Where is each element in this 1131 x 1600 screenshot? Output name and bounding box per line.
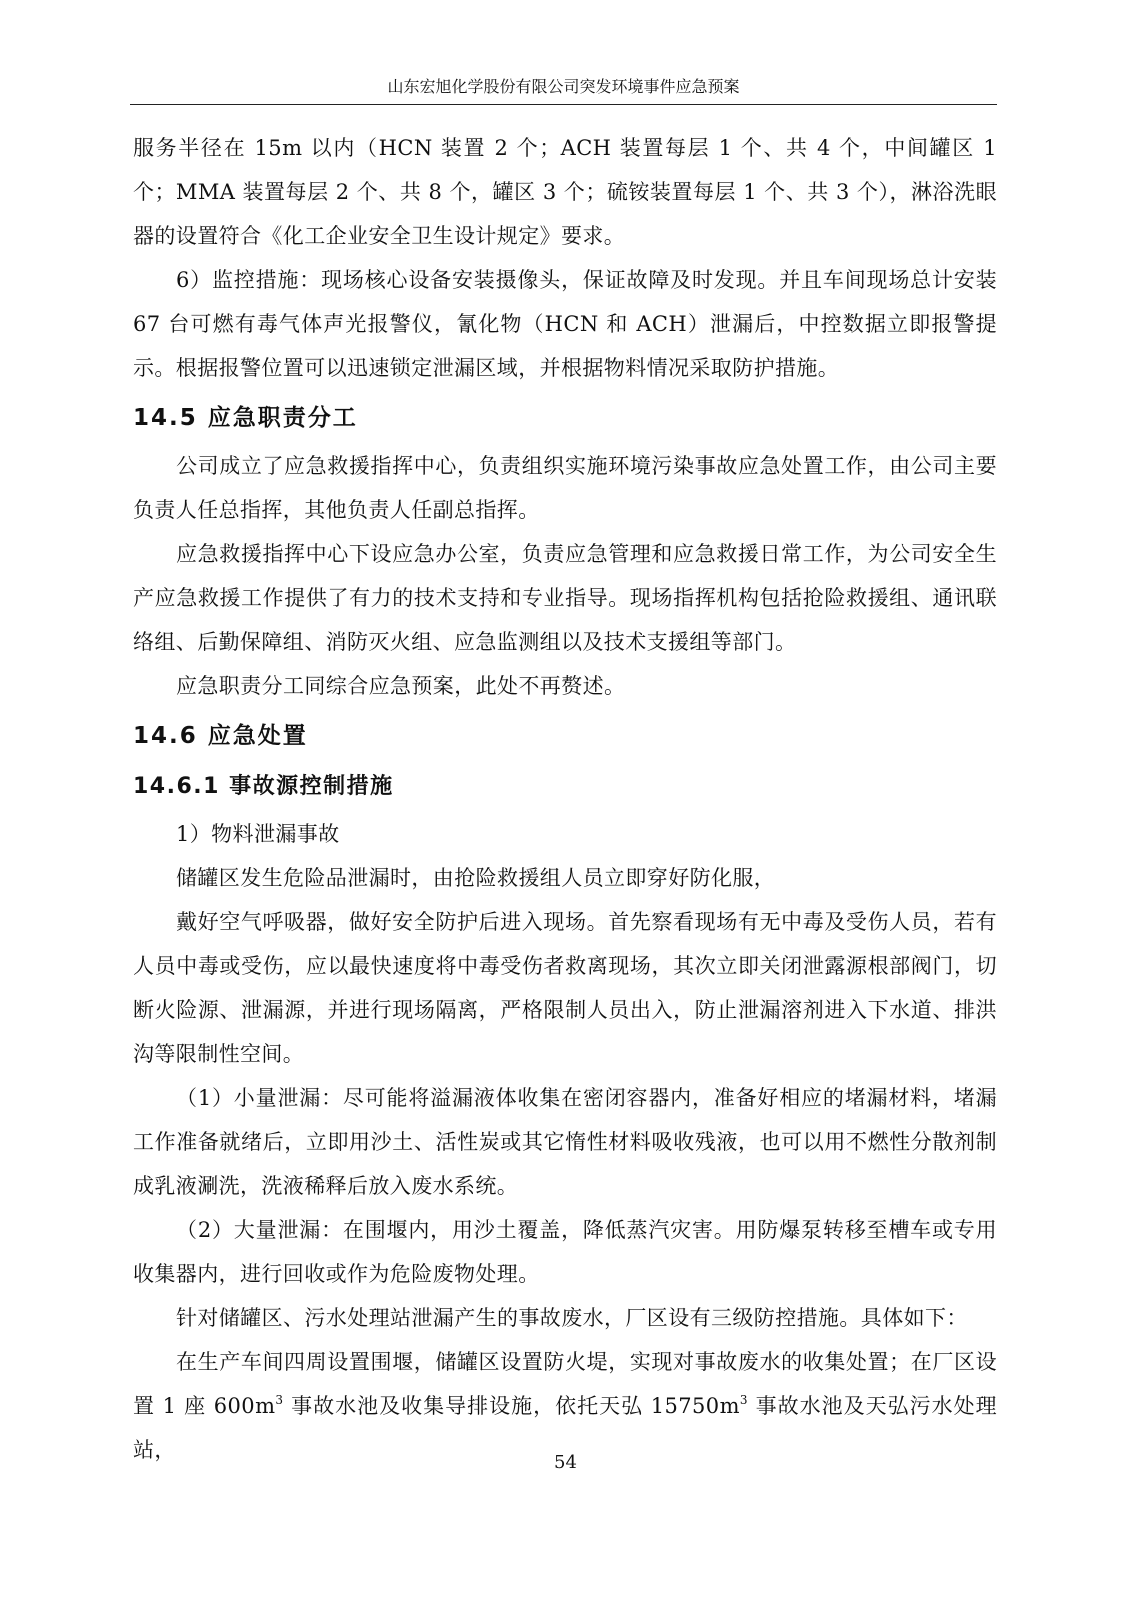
paragraph-accident-pool-part-a: 在生产车间四周设置围堰，储罐区设置防火堤，实现对事故废水的收集处置；在厂区设置 1 座 600m (133, 1350, 997, 1418)
paragraph-accident-pool-part-c: 事故水池及天弘污水处理站， (133, 1394, 997, 1462)
section-heading-14-5: 14.5 应急职责分工 (133, 405, 358, 431)
paragraph-small-leak: （1）小量泄漏：尽可能将溢漏液体收集在密闭容器内，准备好相应的堵漏材料，堵漏工作准备就绪后，立即用沙土、活性炭或其它惰性材料吸收残液，也可以用不燃性分散剂制成乳液涮洗，洗液稀释后放入废水系统。 (133, 1086, 997, 1198)
superscript-cubic: 3 (739, 1393, 748, 1407)
subsection-heading-14-6-1: 14.6.1 事故源控制措施 (133, 774, 394, 799)
paragraph-large-leak: （2）大量泄漏：在围堰内，用沙土覆盖，降低蒸汽灾害。用防爆泵转移至槽车或专用收集器内，进行回收或作为危险废物处理。 (133, 1218, 997, 1286)
paragraph-command-center: 公司成立了应急救援指挥中心，负责组织实施环境污染事故应急处置工作，由公司主要负责人任总指挥，其他负责人任副总指挥。 (133, 454, 997, 522)
paragraph-monitoring-measures: 6）监控措施：现场核心设备安装摄像头，保证故障及时发现。并且车间现场总计安装 67 台可燃有毒气体声光报警仪，氰化物（HCN 和 ACH）泄漏后，中控数据立即报警提示。根据报警位置可以迅速锁定泄漏区域，并根据物料情况采取防护措施。 (133, 268, 997, 380)
page-body (133, 126, 997, 1472)
superscript-cubic: 3 (275, 1393, 284, 1407)
paragraph-duty-division: 应急职责分工同综合应急预案，此处不再赘述。 (176, 674, 626, 698)
paragraph-three-level-control: 针对储罐区、污水处理站泄漏产生的事故废水，厂区设有三级防控措施。具体如下： (176, 1306, 968, 1330)
paragraph-eyewash-radius: 服务半径在 15m 以内（HCN 装置 2 个；ACH 装置每层 1 个、共 4 个，中间罐区 1 个；MMA 装置每层 2 个、共 8 个，罐区 3 个；硫铵装置每层 1 个、共 3 个），淋浴洗眼器的设置符合《化工企业安全卫生设计规定》要求。 (133, 136, 997, 248)
paragraph-emergency-office: 应急救援指挥中心下设应急办公室，负责应急管理和应急救援日常工作，为公司安全生产应急救援工作提供了有力的技术支持和专业指导。现场指挥机构包括抢险救援组、通讯联络组、后勤保障组、消防灭火组、应急监测组以及技术支援组等部门。 (133, 542, 997, 654)
paragraph-leak-accident-title: 1）物料泄漏事故 (176, 822, 340, 846)
section-heading-14-6: 14.6 应急处置 (133, 723, 308, 749)
page-number: 54 (554, 1452, 577, 1473)
paragraph-accident-pool-part-b: 事故水池及收集导排设施，依托天弘 15750m (283, 1394, 740, 1418)
paragraph-tank-leak: 储罐区发生危险品泄漏时，由抢险救援组人员立即穿好防化服， (176, 866, 776, 890)
paragraph-protection-procedure: 戴好空气呼吸器，做好安全防护后进入现场。首先察看现场有无中毒及受伤人员，若有人员中毒或受伤，应以最快速度将中毒受伤者救离现场，其次立即关闭泄露源根部阀门，切断火险源、泄漏源，并进行现场隔离，严格限制人员出入，防止泄漏溶剂进入下水道、排洪沟等限制性空间。 (133, 910, 997, 1066)
running-header: 山东宏旭化学股份有限公司突发环境事件应急预案 (130, 74, 997, 105)
